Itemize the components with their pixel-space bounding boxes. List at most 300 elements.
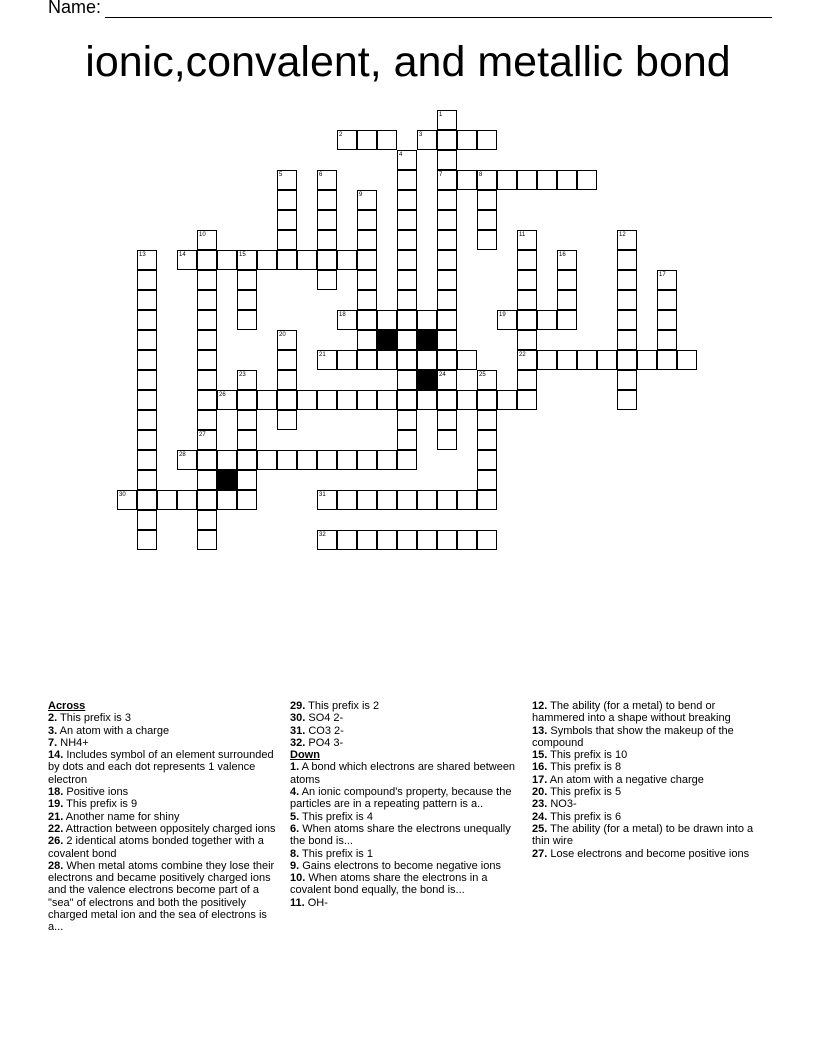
- grid-cell[interactable]: [617, 250, 637, 270]
- grid-cell[interactable]: [477, 390, 497, 410]
- grid-cell[interactable]: [357, 270, 377, 290]
- grid-cell[interactable]: [137, 310, 157, 330]
- grid-cell[interactable]: [517, 170, 537, 190]
- grid-cell[interactable]: [337, 310, 357, 330]
- clue-item-text: NH4+: [57, 736, 89, 749]
- grid-cell[interactable]: [557, 270, 577, 290]
- grid-cell[interactable]: [377, 530, 397, 550]
- grid-cell[interactable]: [457, 390, 477, 410]
- grid-cell[interactable]: [397, 490, 417, 510]
- grid-cell[interactable]: [437, 370, 457, 390]
- clue-number: 4: [399, 152, 403, 158]
- grid-cell[interactable]: [197, 350, 217, 370]
- grid-cell[interactable]: [257, 390, 277, 410]
- grid-cell[interactable]: [197, 330, 217, 350]
- clue-number: 10: [199, 232, 206, 238]
- grid-cell[interactable]: [517, 270, 537, 290]
- grid-cell[interactable]: [477, 430, 497, 450]
- grid-cell[interactable]: [437, 290, 457, 310]
- clue-item-number: 26.: [48, 835, 64, 848]
- grid-cell[interactable]: [137, 250, 157, 270]
- grid-cell[interactable]: [297, 250, 317, 270]
- grid-cell[interactable]: [617, 310, 637, 330]
- grid-cell[interactable]: [397, 350, 417, 370]
- grid-cell[interactable]: [137, 370, 157, 390]
- grid-cell[interactable]: [617, 390, 637, 410]
- clue-item: [290, 700, 524, 712]
- grid-cell[interactable]: [137, 450, 157, 470]
- grid-cell[interactable]: [257, 250, 277, 270]
- grid-cell[interactable]: [357, 490, 377, 510]
- grid-cell[interactable]: [397, 190, 417, 210]
- grid-cell[interactable]: [397, 410, 417, 430]
- grid-cell[interactable]: [497, 170, 517, 190]
- grid-cell[interactable]: [197, 390, 217, 410]
- grid-cell[interactable]: [617, 370, 637, 390]
- grid-cell[interactable]: [237, 490, 257, 510]
- grid-cell[interactable]: [137, 490, 157, 510]
- grid-cell[interactable]: [357, 390, 377, 410]
- grid-cell[interactable]: [357, 130, 377, 150]
- grid-cell[interactable]: [437, 250, 457, 270]
- grid-cell[interactable]: [517, 390, 537, 410]
- grid-cell[interactable]: [437, 150, 457, 170]
- grid-cell[interactable]: [237, 250, 257, 270]
- clue-item-text: When atoms share the electrons in a covalent bond equally, the bond is...: [290, 872, 488, 897]
- grid-cell[interactable]: [517, 290, 537, 310]
- grid-cell[interactable]: [137, 390, 157, 410]
- clue-number: 31: [319, 492, 326, 498]
- grid-cell[interactable]: [557, 350, 577, 370]
- grid-cell[interactable]: [437, 130, 457, 150]
- grid-cell[interactable]: [437, 530, 457, 550]
- grid-cell[interactable]: [437, 350, 457, 370]
- clue-item: [290, 872, 524, 897]
- clue-item: [532, 811, 766, 823]
- grid-cell[interactable]: [377, 450, 397, 470]
- grid-cell[interactable]: [197, 410, 217, 430]
- grid-cell[interactable]: [677, 350, 697, 370]
- grid-cell[interactable]: [237, 290, 257, 310]
- grid-cell[interactable]: [517, 250, 537, 270]
- clue-item-text: This prefix is 6: [547, 810, 622, 823]
- clue-item-number: 28.: [48, 859, 64, 872]
- grid-cell[interactable]: [337, 530, 357, 550]
- grid-cell[interactable]: [377, 310, 397, 330]
- grid-cell[interactable]: [277, 250, 297, 270]
- grid-cell[interactable]: [617, 230, 637, 250]
- grid-cell[interactable]: [237, 370, 257, 390]
- grid-cell[interactable]: [197, 230, 217, 250]
- grid-cell[interactable]: [197, 290, 217, 310]
- clue-item: [290, 848, 524, 860]
- grid-cell[interactable]: [277, 230, 297, 250]
- clue-item-text: This prefix is 1: [299, 847, 373, 860]
- clue-number: 11: [519, 232, 526, 238]
- grid-cell[interactable]: [137, 330, 157, 350]
- clue-item-text: This prefix is 2: [305, 700, 380, 712]
- grid-cell[interactable]: [317, 270, 337, 290]
- grid-cell[interactable]: [137, 410, 157, 430]
- grid-cell[interactable]: [377, 390, 397, 410]
- grid-cell[interactable]: [617, 270, 637, 290]
- grid-cell[interactable]: [477, 530, 497, 550]
- clue-item-text: Symbols that show the makeup of the compound: [532, 724, 734, 749]
- grid-cell[interactable]: [277, 170, 297, 190]
- grid-cell[interactable]: [397, 250, 417, 270]
- grid-cell[interactable]: [517, 370, 537, 390]
- grid-cell[interactable]: [277, 390, 297, 410]
- clue-item-text: An ionic compound's property, because the particles are in a repeating pattern is a..: [290, 786, 512, 811]
- clue-number: 22: [519, 352, 526, 358]
- grid-cell[interactable]: [557, 250, 577, 270]
- clue-number: 19: [499, 312, 506, 318]
- clue-item-text: NO3-: [547, 798, 577, 811]
- grid-cell[interactable]: [517, 230, 537, 250]
- clue-item-text: This prefix is 5: [547, 786, 622, 799]
- grid-cell[interactable]: [437, 170, 457, 190]
- clue-item-number: 15.: [532, 749, 548, 762]
- grid-cell[interactable]: [657, 270, 677, 290]
- grid-cell[interactable]: [657, 330, 677, 350]
- clue-number: 3: [419, 132, 423, 138]
- grid-cell[interactable]: [357, 350, 377, 370]
- grid-cell[interactable]: [457, 490, 477, 510]
- grid-cell[interactable]: [457, 170, 477, 190]
- grid-cell[interactable]: [437, 110, 457, 130]
- grid-cell[interactable]: [297, 390, 317, 410]
- grid-cell[interactable]: [337, 130, 357, 150]
- clue-item-number: 30.: [290, 712, 306, 725]
- grid-cell[interactable]: [437, 270, 457, 290]
- clue-item-text: Gains electrons to become negative ions: [299, 859, 501, 872]
- clue-number: 17: [659, 272, 666, 278]
- clue-item-text: When atoms share the electrons unequally the bond is...: [290, 822, 511, 848]
- clue-number: 21: [319, 352, 326, 358]
- grid-cell[interactable]: [217, 250, 237, 270]
- grid-cell[interactable]: [117, 490, 137, 510]
- grid-cell[interactable]: [337, 390, 357, 410]
- clue-item-number: 4.: [290, 786, 300, 799]
- blocked-cell: [417, 370, 437, 390]
- clue-item-number: 13.: [532, 724, 548, 737]
- clue-item-text: This prefix is 8: [547, 761, 622, 774]
- grid-cell[interactable]: [137, 430, 157, 450]
- clue-number: 6: [319, 172, 323, 178]
- grid-cell[interactable]: [217, 390, 237, 410]
- clue-item-text: This prefix is 3: [57, 712, 131, 725]
- grid-cell[interactable]: [337, 350, 357, 370]
- blocked-cell: [417, 330, 437, 350]
- clue-item: [48, 786, 282, 798]
- grid-cell[interactable]: [357, 250, 377, 270]
- clue-item-text: An atom with a charge: [57, 724, 170, 737]
- grid-cell[interactable]: [357, 290, 377, 310]
- grid-cell[interactable]: [217, 450, 237, 470]
- grid-cell[interactable]: [137, 350, 157, 370]
- grid-cell[interactable]: [417, 310, 437, 330]
- grid-cell[interactable]: [397, 210, 417, 230]
- grid-cell[interactable]: [317, 490, 337, 510]
- grid-cell[interactable]: [357, 310, 377, 330]
- grid-cell[interactable]: [657, 310, 677, 330]
- grid-cell[interactable]: [137, 270, 157, 290]
- clue-item-number: 18.: [48, 786, 64, 799]
- grid-cell[interactable]: [197, 490, 217, 510]
- grid-cell[interactable]: [237, 410, 257, 430]
- grid-cell[interactable]: [497, 390, 517, 410]
- grid-cell[interactable]: [517, 310, 537, 330]
- clue-item-number: 2.: [48, 712, 58, 725]
- grid-cell[interactable]: [397, 290, 417, 310]
- grid-cell[interactable]: [457, 530, 477, 550]
- grid-cell[interactable]: [317, 190, 337, 210]
- clue-item-number: 31.: [290, 724, 306, 737]
- clue-item-text: An atom with a negative charge: [547, 773, 704, 786]
- clue-item: [290, 712, 524, 724]
- grid-cell[interactable]: [617, 350, 637, 370]
- grid-cell[interactable]: [437, 230, 457, 250]
- clue-item: [290, 811, 524, 823]
- grid-cell[interactable]: [277, 450, 297, 470]
- grid-cell[interactable]: [317, 390, 337, 410]
- clue-item: [532, 848, 766, 860]
- grid-cell[interactable]: [417, 390, 437, 410]
- clue-item-text: Lose electrons and become positive ions: [547, 847, 750, 860]
- grid-cell[interactable]: [197, 370, 217, 390]
- grid-cell[interactable]: [357, 530, 377, 550]
- grid-cell[interactable]: [317, 350, 337, 370]
- grid-cell[interactable]: [357, 210, 377, 230]
- clue-item: [48, 811, 282, 823]
- grid-cell[interactable]: [137, 510, 157, 530]
- clue-number: 2: [339, 132, 343, 138]
- grid-cell[interactable]: [337, 490, 357, 510]
- grid-cell[interactable]: [537, 170, 557, 190]
- grid-cell[interactable]: [557, 310, 577, 330]
- down-heading: Down: [290, 749, 320, 762]
- grid-cell[interactable]: [197, 530, 217, 550]
- grid-cell[interactable]: [397, 230, 417, 250]
- clue-number: 7: [439, 172, 443, 178]
- grid-cell[interactable]: [417, 130, 437, 150]
- clue-item-number: 10.: [290, 872, 306, 885]
- grid-cell[interactable]: [217, 490, 237, 510]
- grid-cell[interactable]: [237, 450, 257, 470]
- name-label: Name:: [48, 0, 102, 17]
- grid-cell[interactable]: [297, 450, 317, 470]
- grid-cell[interactable]: [197, 250, 217, 270]
- grid-cell[interactable]: [437, 330, 457, 350]
- grid-cell[interactable]: [437, 430, 457, 450]
- grid-cell[interactable]: [417, 490, 437, 510]
- grid-cell[interactable]: [357, 330, 377, 350]
- grid-cell[interactable]: [537, 310, 557, 330]
- grid-cell[interactable]: [357, 190, 377, 210]
- clue-item-number: 25.: [532, 822, 548, 835]
- clue-item-number: 1.: [290, 761, 300, 774]
- grid-cell[interactable]: [157, 490, 177, 510]
- grid-cell[interactable]: [417, 530, 437, 550]
- grid-cell[interactable]: [397, 150, 417, 170]
- grid-cell[interactable]: [377, 350, 397, 370]
- grid-cell[interactable]: [477, 450, 497, 470]
- grid-cell[interactable]: [277, 210, 297, 230]
- grid-cell[interactable]: [437, 490, 457, 510]
- grid-cell[interactable]: [457, 350, 477, 370]
- grid-cell[interactable]: [477, 210, 497, 230]
- clue-item: [290, 761, 524, 786]
- clue-number: 28: [179, 452, 186, 458]
- grid-cell[interactable]: [437, 310, 457, 330]
- across-heading: Across: [48, 700, 86, 712]
- grid-cell[interactable]: [417, 350, 437, 370]
- clue-item-number: 12.: [532, 700, 548, 712]
- grid-cell[interactable]: [277, 330, 297, 350]
- grid-cell[interactable]: [617, 290, 637, 310]
- clue-item: [532, 774, 766, 786]
- grid-cell[interactable]: [317, 210, 337, 230]
- grid-cell[interactable]: [537, 350, 557, 370]
- grid-cell[interactable]: [197, 270, 217, 290]
- grid-cell[interactable]: [477, 190, 497, 210]
- grid-cell[interactable]: [477, 490, 497, 510]
- clue-item-text: The ability (for a metal) to be drawn into a thin wire: [532, 822, 754, 848]
- grid-cell[interactable]: [477, 410, 497, 430]
- clue-number: 8: [479, 172, 483, 178]
- blocked-cell: [377, 330, 397, 350]
- grid-cell[interactable]: [377, 130, 397, 150]
- grid-cell[interactable]: [397, 170, 417, 190]
- grid-cell[interactable]: [277, 190, 297, 210]
- blocked-cell: [217, 470, 237, 490]
- clue-item-text: PO4 3-: [305, 736, 344, 749]
- grid-cell[interactable]: [437, 390, 457, 410]
- grid-cell[interactable]: [477, 230, 497, 250]
- clue-item: [532, 749, 766, 761]
- clue-item-number: 11.: [290, 896, 305, 909]
- grid-cell[interactable]: [437, 210, 457, 230]
- grid-cell[interactable]: [557, 290, 577, 310]
- clue-number: 5: [279, 172, 283, 178]
- grid-cell[interactable]: [237, 470, 257, 490]
- clue-item-number: 19.: [48, 798, 64, 811]
- grid-cell[interactable]: [197, 430, 217, 450]
- grid-cell[interactable]: [397, 390, 417, 410]
- grid-cell[interactable]: [477, 170, 497, 190]
- clue-item-number: 17.: [532, 773, 548, 786]
- grid-cell[interactable]: [437, 190, 457, 210]
- grid-cell[interactable]: [277, 410, 297, 430]
- grid-cell[interactable]: [517, 330, 537, 350]
- grid-cell[interactable]: [337, 450, 357, 470]
- clue-number: 16: [559, 252, 566, 258]
- grid-cell[interactable]: [397, 330, 417, 350]
- grid-cell[interactable]: [397, 270, 417, 290]
- grid-cell[interactable]: [197, 310, 217, 330]
- grid-cell[interactable]: [397, 310, 417, 330]
- grid-cell[interactable]: [317, 230, 337, 250]
- grid-cell[interactable]: [177, 490, 197, 510]
- grid-cell[interactable]: [137, 290, 157, 310]
- clue-column-2: [290, 700, 524, 909]
- clue-item-text: Another name for shiny: [63, 810, 180, 823]
- grid-cell[interactable]: [197, 470, 217, 490]
- grid-cell[interactable]: [237, 430, 257, 450]
- grid-cell[interactable]: [457, 130, 477, 150]
- grid-cell[interactable]: [437, 410, 457, 430]
- grid-cell[interactable]: [397, 450, 417, 470]
- grid-cell[interactable]: [617, 330, 637, 350]
- clue-item: [48, 712, 282, 724]
- grid-cell[interactable]: [497, 310, 517, 330]
- clue-item-number: 6.: [290, 822, 300, 835]
- grid-cell[interactable]: [137, 470, 157, 490]
- grid-cell[interactable]: [177, 250, 197, 270]
- grid-cell[interactable]: [657, 290, 677, 310]
- clue-item-number: 7.: [48, 736, 58, 749]
- grid-cell[interactable]: [397, 430, 417, 450]
- clue-item-text: OH-: [304, 896, 328, 909]
- grid-cell[interactable]: [557, 170, 577, 190]
- grid-cell[interactable]: [517, 350, 537, 370]
- clue-number: 27: [199, 432, 206, 438]
- grid-cell[interactable]: [237, 270, 257, 290]
- clue-item-text: CO3 2-: [305, 724, 344, 737]
- grid-cell[interactable]: [357, 450, 377, 470]
- grid-cell[interactable]: [197, 450, 217, 470]
- grid-cell[interactable]: [637, 350, 657, 370]
- clue-item: [290, 823, 524, 848]
- grid-cell[interactable]: [477, 130, 497, 150]
- grid-cell[interactable]: [597, 350, 617, 370]
- grid-cell[interactable]: [477, 370, 497, 390]
- grid-cell[interactable]: [197, 510, 217, 530]
- grid-cell[interactable]: [577, 350, 597, 370]
- grid-cell[interactable]: [277, 350, 297, 370]
- clue-item-number: 8.: [290, 847, 300, 860]
- grid-cell[interactable]: [177, 450, 197, 470]
- grid-cell[interactable]: [577, 170, 597, 190]
- grid-cell[interactable]: [317, 170, 337, 190]
- clue-item-number: 9.: [290, 859, 300, 872]
- grid-cell[interactable]: [357, 230, 377, 250]
- grid-cell[interactable]: [397, 370, 417, 390]
- grid-cell[interactable]: [377, 490, 397, 510]
- grid-cell[interactable]: [137, 530, 157, 550]
- page-title: ionic,convalent, and metallic bond: [85, 38, 731, 86]
- grid-cell[interactable]: [237, 310, 257, 330]
- clue-item-number: 32.: [290, 736, 306, 749]
- clue-item: [532, 700, 766, 725]
- clue-number: 12: [619, 232, 626, 238]
- grid-cell[interactable]: [277, 370, 297, 390]
- grid-cell[interactable]: [477, 470, 497, 490]
- clue-item: [532, 823, 766, 848]
- grid-cell[interactable]: [237, 390, 257, 410]
- grid-cell[interactable]: [337, 250, 357, 270]
- clue-item: [532, 761, 766, 773]
- grid-cell[interactable]: [257, 450, 277, 470]
- clue-item-text: Includes symbol of an element surrounded by dots and each dot represents 1 valence electron: [48, 749, 274, 786]
- grid-cell[interactable]: [317, 250, 337, 270]
- grid-cell[interactable]: [317, 450, 337, 470]
- clue-number: 18: [339, 312, 346, 318]
- grid-cell[interactable]: [397, 530, 417, 550]
- clue-item: [532, 786, 766, 798]
- grid-cell[interactable]: [657, 350, 677, 370]
- grid-cell[interactable]: [317, 530, 337, 550]
